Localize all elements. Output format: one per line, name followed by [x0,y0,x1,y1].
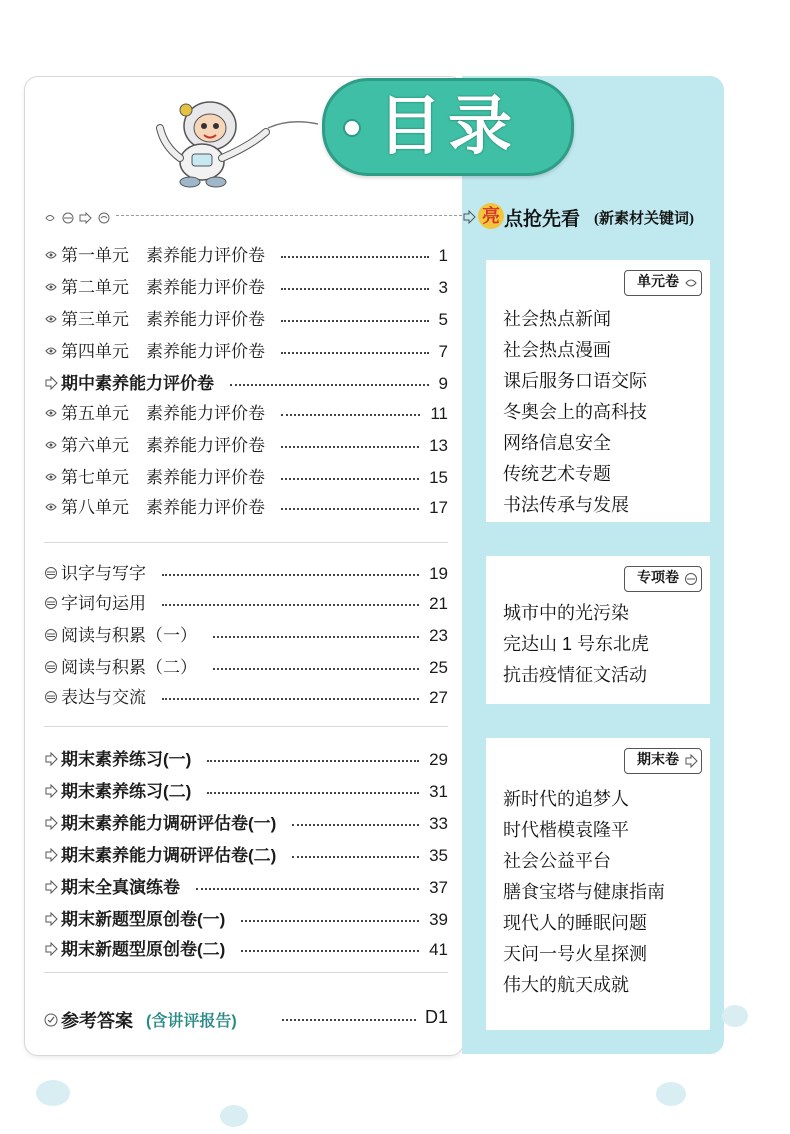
leader-dots [207,760,419,764]
arrow-icon [684,754,698,768]
special-icon [44,628,58,642]
leader-dots [282,1019,416,1021]
page-number: 3 [438,278,448,297]
toc-entry-label: 期末素养能力调研评估卷(一) [61,814,277,833]
leader-dots [281,288,429,292]
unit-icon [684,276,698,290]
special-icon [44,566,58,580]
leader-dots [281,320,429,324]
keyword-item: 伟大的航天成就 [503,975,629,995]
page-number: 41 [429,940,448,959]
unit-icon [44,406,58,420]
arrow-icon [44,752,58,766]
divider [44,972,448,973]
keyword-item: 天问一号火星探测 [503,944,647,964]
card-tag-label: 专项卷 [637,571,679,586]
leader-dots [196,888,419,892]
toc-entry[interactable] [44,432,452,460]
keyword-item: 城市中的光污染 [503,603,629,623]
toc-entry-label: 期末新题型原创卷(一) [61,910,226,929]
page-title: 目录 [378,90,518,164]
leader-dots [292,856,419,860]
bubble-decoration [220,1105,248,1127]
toc-entry-label: 第三单元 素养能力评价卷 [61,310,265,329]
leader-dots [162,574,419,578]
page-number: 33 [429,814,448,833]
special-icon [44,596,58,610]
toc-entry-label: 期末全真演练卷 [61,878,180,897]
card-tag [624,748,702,774]
leader-dots [281,256,429,260]
toc-entry-label: 阅读与积累（二） [61,658,197,677]
page-number: 1 [438,246,448,265]
toc-entry-label: 表达与交流 [61,688,146,707]
toc-entry-label: 第五单元 素养能力评价卷 [61,404,265,423]
answer-key-row[interactable] [44,1005,452,1035]
unit-icon [44,500,58,514]
toc-entry-label: 第六单元 素养能力评价卷 [61,436,265,455]
keyword-item: 传统艺术专题 [503,464,611,484]
highlights-header [474,200,724,234]
divider [44,542,448,543]
arrow-icon [44,784,58,798]
page-number: 27 [429,688,448,707]
card-tag [624,566,702,592]
toc-entry-label: 阅读与积累（一） [61,626,197,645]
page-number: 31 [429,782,448,801]
toc-entry-label: 识字与写字 [61,564,146,583]
arrow-icon [44,912,58,926]
arrow-icon [44,848,58,862]
bubble-decoration [36,1080,70,1106]
keyword-item: 课后服务口语交际 [503,371,647,391]
card-tag-label: 期末卷 [637,753,679,768]
page-number: 37 [429,878,448,897]
unit-icon [44,438,58,452]
unit-icon [44,280,58,294]
card-unit [486,260,710,522]
page-number: D1 [424,1007,448,1027]
toc-entry[interactable] [44,274,452,302]
arrow-icon [44,942,58,956]
leader-dots [281,352,429,356]
toc-entry-label: 第四单元 素养能力评价卷 [61,342,265,361]
toc-entry-label: 期末素养练习(一) [61,750,192,769]
keyword-item: 新时代的追梦人 [503,789,629,809]
keyword-item: 现代人的睡眠问题 [503,913,647,933]
toc-entry[interactable] [44,370,452,398]
arrow-icon [44,376,58,390]
page-number: 29 [429,750,448,769]
keyword-item: 抗击疫情征文活动 [503,665,647,685]
toc-entry[interactable] [44,746,452,774]
card-tag-label: 单元卷 [637,275,679,290]
page-number: 19 [429,564,448,583]
toc-entry[interactable] [44,464,452,492]
toc-entry[interactable] [44,560,452,588]
toc-entry[interactable] [44,684,452,712]
toc-entry[interactable] [44,622,452,650]
bubble-decoration [656,1082,686,1106]
page-number: 21 [429,594,448,613]
toc-entry-label: 第二单元 素养能力评价卷 [61,278,265,297]
astronaut-mascot-icon [150,88,320,188]
toc-entry-label: 第一单元 素养能力评价卷 [61,246,265,265]
legend-icons [44,212,116,224]
unit-icon [44,344,58,358]
keyword-item: 社会热点新闻 [503,309,611,329]
highlights-title: 点抢先看 [504,209,581,230]
toc-entry[interactable] [44,842,452,870]
leader-dots [213,668,419,672]
page-number: 35 [429,846,448,865]
divider [116,215,462,216]
toc-entry[interactable] [44,400,452,428]
toc-entry-label: 期末新题型原创卷(二) [61,940,226,959]
toc-entry[interactable] [44,874,452,902]
toc-entry[interactable] [44,810,452,838]
page-number: 13 [429,436,448,455]
toc-entry-label: 期中素养能力评价卷 [61,374,214,393]
toc-entry-label: 第七单元 素养能力评价卷 [61,468,265,487]
toc-entry[interactable] [44,494,452,522]
card-final [486,738,710,1030]
page-number: 25 [429,658,448,677]
leader-dots [162,698,419,702]
icon-legend-bar [44,209,462,221]
keyword-item: 膳食宝塔与健康指南 [503,882,665,902]
keyword-item: 书法传承与发展 [503,495,629,515]
page-number: 11 [430,404,448,423]
toc-entry[interactable] [44,778,452,806]
toc-entry[interactable] [44,906,452,934]
toc-entry-label: 期末素养练习(二) [61,782,192,801]
leader-dots [281,478,419,482]
highlight-badge: 亮 [478,203,504,229]
keyword-item: 网络信息安全 [503,433,611,453]
toc-entry[interactable] [44,936,452,964]
keyword-item: 社会公益平台 [503,851,611,871]
highlights-subtitle: (新素材关键词) [594,211,694,227]
card-tag [624,270,702,296]
special-icon [44,690,58,704]
toc-entry-label: 第八单元 素养能力评价卷 [61,498,265,517]
unit-icon [44,312,58,326]
page-number: 23 [429,626,448,645]
leader-dots [281,446,419,450]
special-icon [684,572,698,586]
arrow-icon [44,816,58,830]
keyword-item: 时代楷模袁隆平 [503,820,629,840]
page-number: 17 [429,498,448,517]
page-number: 7 [438,342,448,361]
leader-dots [292,824,419,828]
leader-dots [213,636,419,640]
leader-dots [162,604,419,608]
leader-dots [241,920,419,924]
answer-icon [44,1013,58,1027]
keyword-item: 冬奥会上的高科技 [503,402,647,422]
toc-entry-label: 期末素养能力调研评估卷(二) [61,846,277,865]
special-icon [44,660,58,674]
toc-entry[interactable] [44,338,452,366]
keyword-item: 社会热点漫画 [503,340,611,360]
leader-dots [281,414,420,418]
keyword-item: 完达山 1 号东北虎 [503,634,650,654]
answer-label: 参考答案 [61,1011,133,1031]
page-number: 9 [438,374,448,393]
toc-entry[interactable] [44,242,452,270]
page-number: 39 [429,910,448,929]
leader-dots [241,950,419,954]
divider [44,726,448,727]
toc-entry[interactable] [44,590,452,618]
toc-entry[interactable] [44,306,452,334]
unit-icon [44,470,58,484]
answer-sublabel: (含讲评报告) [146,1013,237,1030]
title-tag [322,78,574,176]
page-number: 5 [438,310,448,329]
toc-entry[interactable] [44,654,452,682]
arrow-icon [44,880,58,894]
bubble-decoration [722,1005,748,1027]
leader-dots [230,384,429,388]
leader-dots [281,508,419,512]
leader-dots [207,792,419,796]
toc-entry-label: 字词句运用 [61,594,146,613]
page-number: 15 [429,468,448,487]
card-special [486,556,710,704]
arrow-icon [462,210,476,224]
unit-icon [44,248,58,262]
